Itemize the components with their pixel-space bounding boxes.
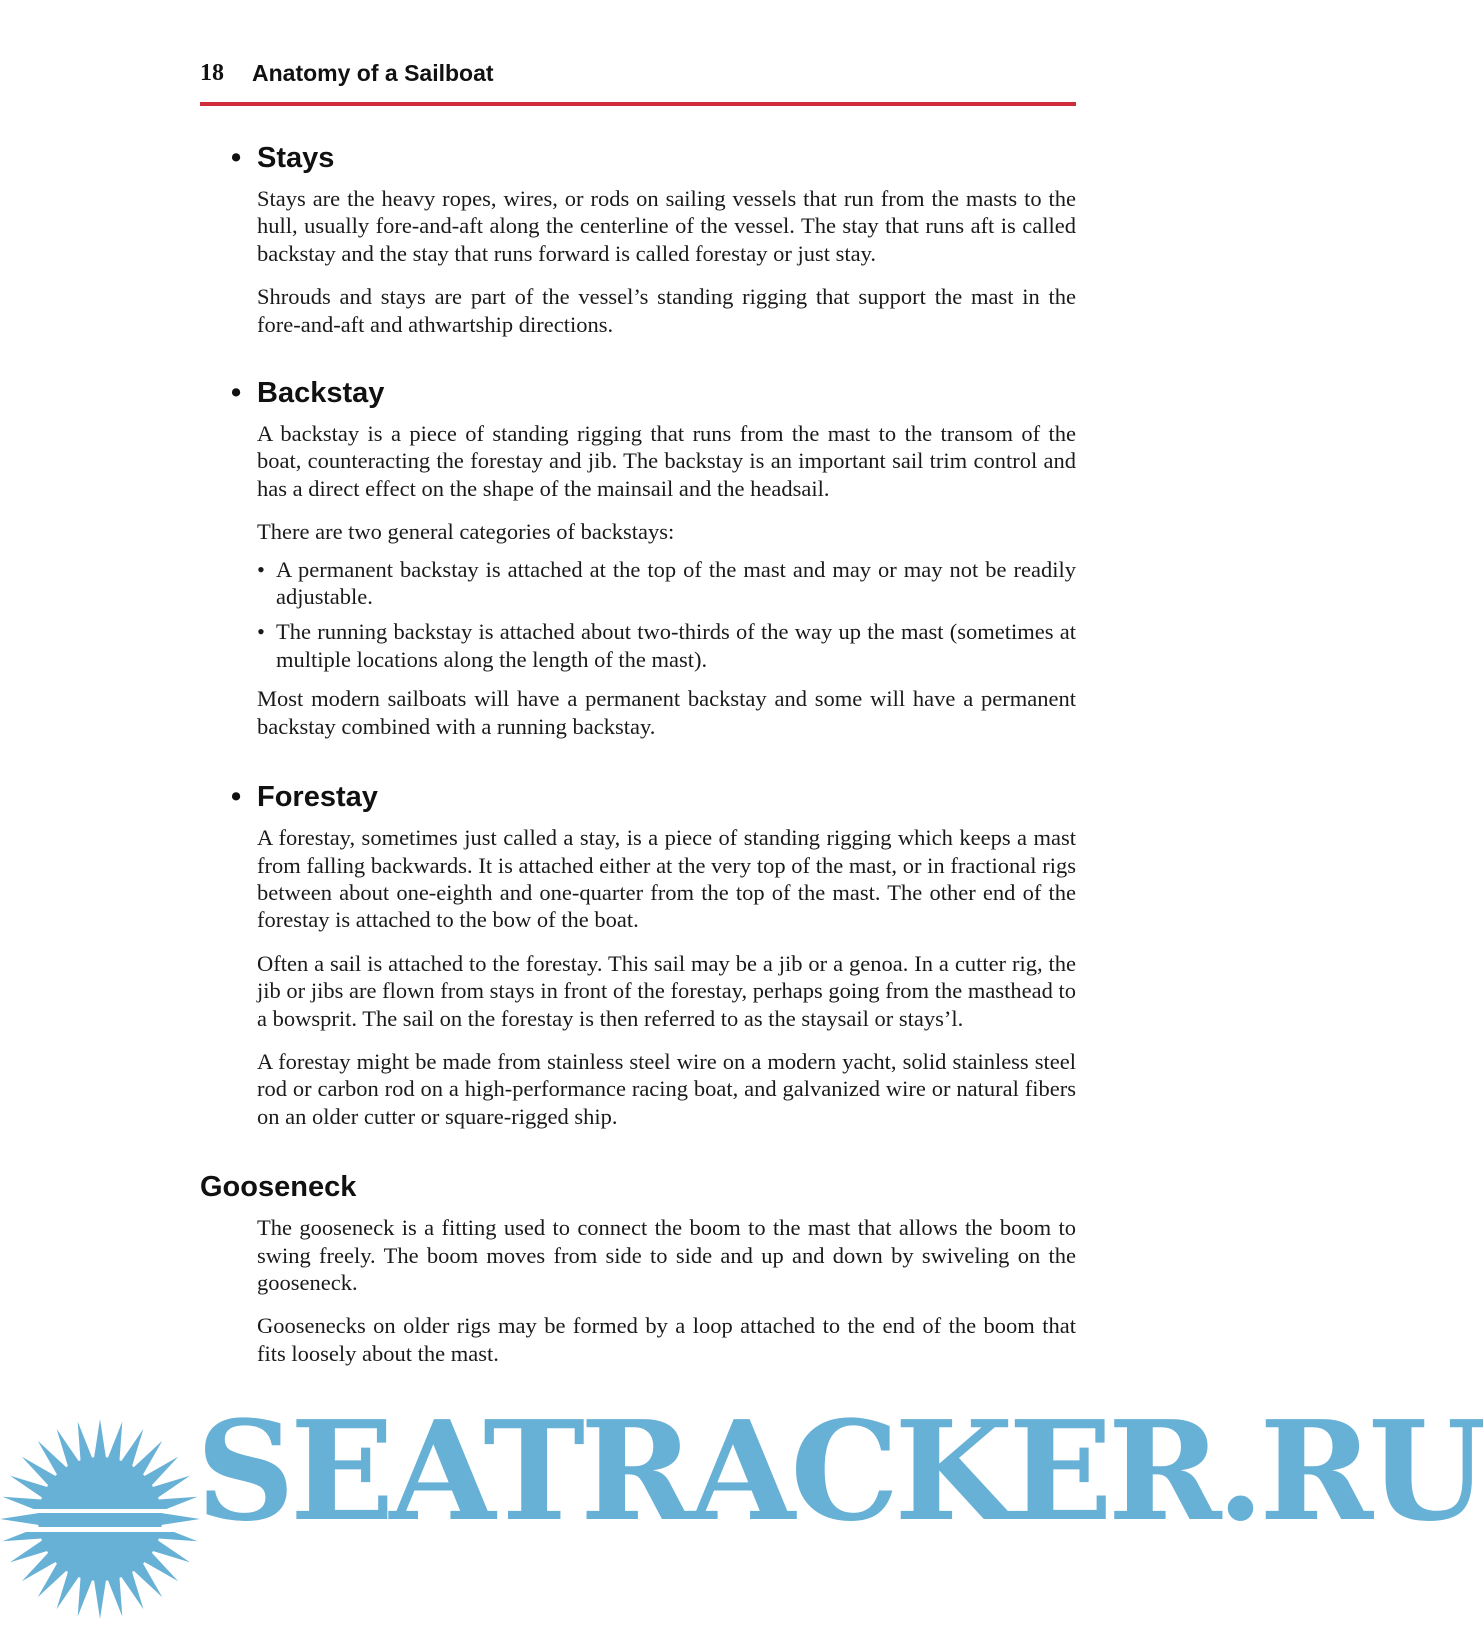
- page-number: 18: [200, 60, 224, 86]
- watermark-text: SEATRACKER.RU: [196, 1391, 1483, 1552]
- running-title: Anatomy of a Sailboat: [252, 60, 494, 86]
- section-body: [257, 420, 1076, 740]
- list-item-text: The running backstay is attached about two-thirds of the way up the mast (sometimes at multiple locations along the length of the mast).: [276, 619, 1076, 672]
- list-item: [257, 556, 1076, 611]
- section-gooseneck: [200, 1169, 1076, 1367]
- heading-text: Stays: [257, 142, 335, 174]
- paragraph: A forestay, sometimes just called a stay, is a piece of standing rigging which keeps a mast from falling backwards. It is attached either at the very top of the mast, or in fractional rigs between about one-eighth and one-quarter from the top of the mast. The other end of the forestay is attached to the bow of the boat.: [257, 825, 1076, 933]
- bullet-icon: •: [231, 142, 242, 174]
- paragraph: Most modern sailboats will have a permanent backstay and some will have a permanent backstay combined with a running backstay.: [257, 686, 1076, 739]
- section-stays: [200, 140, 1076, 338]
- bullet-icon: •: [231, 377, 242, 410]
- page-header: [200, 58, 1076, 106]
- section-body: [257, 1214, 1076, 1367]
- section-heading: Gooseneck: [200, 1171, 357, 1204]
- watermark: [0, 1383, 1483, 1631]
- bullet-icon: •: [231, 781, 242, 814]
- heading-text: Forestay: [257, 781, 378, 814]
- paragraph: The gooseneck is a fitting used to connect the boom to the mast that allows the boom to swing freely. The boom moves from side to side and up and down by swiveling on the gooseneck.: [257, 1215, 1076, 1295]
- section-body: [257, 824, 1076, 1130]
- sun-icon: [0, 1383, 200, 1631]
- bullet-icon: •: [257, 619, 265, 645]
- paragraph: Shrouds and stays are part of the vessel’s standing rigging that support the mast in the fore-and-aft and athwartship directions.: [257, 284, 1076, 337]
- paragraph: There are two general categories of backstays:: [257, 519, 675, 545]
- section-backstay: [200, 375, 1076, 740]
- page-content: [200, 140, 1076, 1383]
- paragraph: Often a sail is attached to the forestay. This sail may be a jib or a genoa. In a cutter rig, the jib or jibs are flown from stays in front of the forestay, perhaps going from the masthead to a bowsprit. The sail on the forestay is then referred to as the staysail or stays’l.: [257, 950, 1076, 1031]
- list-item-text: A permanent backstay is attached at the top of the mast and may or may not be readily adjustable.: [276, 556, 1076, 610]
- section-forestay: [200, 779, 1076, 1130]
- heading-text: Backstay: [257, 377, 385, 410]
- section-body: [257, 185, 1076, 338]
- section-heading: [200, 140, 1076, 176]
- list-item: [257, 618, 1076, 673]
- section-heading: [200, 779, 1076, 815]
- section-heading: [200, 375, 1076, 411]
- paragraph: A backstay is a piece of standing rigging that runs from the mast to the transom of the boat, counteracting the forestay and jib. The backstay is an important sail trim control and has a direct effect on the shape of the mainsail and the headsail.: [257, 421, 1076, 501]
- bullet-icon: •: [257, 556, 265, 582]
- paragraph: Goosenecks on older rigs may be formed by a loop attached to the end of the boom that fits loosely about the mast.: [257, 1313, 1076, 1366]
- paragraph: A forestay might be made from stainless steel wire on a modern yacht, solid stainless steel rod or carbon rod on a high-performance racing boat, and galvanized wire or natural fibers on an older cutter or square-rigged ship.: [257, 1048, 1076, 1129]
- backstay-types-list: [257, 556, 1076, 674]
- paragraph: Stays are the heavy ropes, wires, or rods on sailing vessels that run from the masts to the hull, usually fore-and-aft along the centerline of the vessel. The stay that runs aft is called backstay and the stay that runs forward is called forestay or just stay.: [257, 186, 1076, 266]
